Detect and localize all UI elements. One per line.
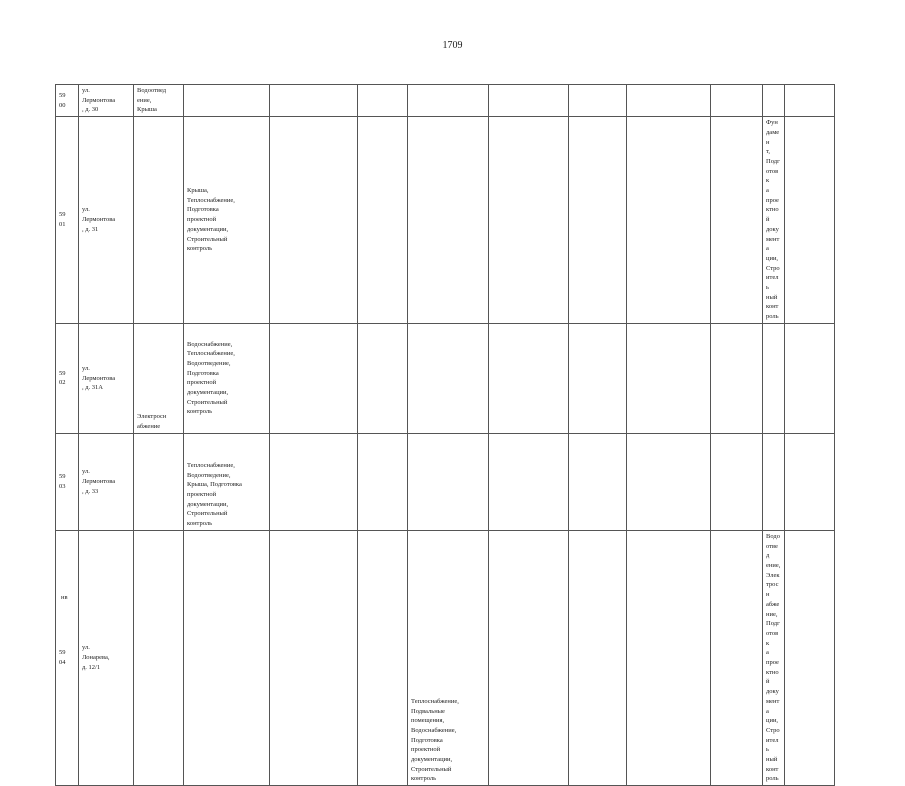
table-cell: [627, 85, 711, 117]
table-cell: [627, 323, 711, 433]
table-cell: [270, 433, 358, 530]
table-cell: [408, 85, 489, 117]
table-cell: [711, 530, 763, 785]
table-cell: Теплоснабжение, Водоотведение, Крыша, Подготовка проектной документации, Строительный контроль: [184, 433, 270, 530]
table-cell: [569, 323, 627, 433]
table-cell: Водоснабжение, Теплоснабжение, Водоотведение, Подготовка проектной документации, Строительный контроль: [184, 323, 270, 433]
table-cell: Водоотвед ение, Крыша: [134, 85, 184, 117]
table-cell: [763, 433, 785, 530]
address-cell: ул. Лермонтова , д. 31: [79, 117, 134, 324]
table-cell: [711, 433, 763, 530]
address-cell: ул. Лермонтова , д. 33: [79, 433, 134, 530]
table-cell: [270, 117, 358, 324]
table-cell: Электросн абжение: [134, 323, 184, 433]
table-cell: [627, 530, 711, 785]
table-cell: [785, 117, 835, 324]
row-number: 59 00: [56, 85, 79, 117]
table-cell: [489, 85, 569, 117]
table-cell: [785, 85, 835, 117]
table-cell: [270, 530, 358, 785]
table-cell: [408, 433, 489, 530]
table-cell: [184, 85, 270, 117]
table-cell: [489, 117, 569, 324]
table-cell: [134, 117, 184, 324]
works-table: [55, 84, 835, 786]
table-cell: Теплоснабжение, Подвальные помещения, Водоснабжение, Подготовка проектной документации, Строительный контроль: [408, 530, 489, 785]
table-cell: [134, 530, 184, 785]
table-cell: [358, 433, 408, 530]
table-cell: [134, 433, 184, 530]
table-row: [56, 433, 835, 530]
table-cell: [785, 323, 835, 433]
row-number: 59 04: [56, 530, 79, 785]
table-cell: [711, 323, 763, 433]
table-cell: [489, 530, 569, 785]
table-row: [56, 117, 835, 324]
table-cell: [489, 433, 569, 530]
table-cell: [627, 433, 711, 530]
table-cell: [627, 117, 711, 324]
table-cell: Фундамен т, Подготовк а проектной документа ции, Строитель ный контроль: [763, 117, 785, 324]
table-cell: [489, 323, 569, 433]
table-cell: [711, 85, 763, 117]
table-cell: [358, 85, 408, 117]
table-cell: [358, 530, 408, 785]
table-cell: [763, 323, 785, 433]
table-cell: [711, 117, 763, 324]
table-row: [56, 323, 835, 433]
table-row: [56, 85, 835, 117]
table-row: [56, 530, 835, 785]
table-cell: [408, 323, 489, 433]
table-cell: [785, 433, 835, 530]
footer-mark: нв: [61, 594, 68, 601]
row-number: 59 01: [56, 117, 79, 324]
table-cell: Водоотвед ение, Электросн абжение, Подготовк а проектной документа ции, Строитель ный контроль: [763, 530, 785, 785]
table-cell: [569, 530, 627, 785]
table-cell: [408, 117, 489, 324]
table-cell: [270, 323, 358, 433]
address-cell: ул. Лонарева, д. 12/1: [79, 530, 134, 785]
table-cell: [569, 433, 627, 530]
address-cell: ул. Лермонтова , д. 31А: [79, 323, 134, 433]
table-cell: [569, 117, 627, 324]
table-cell: Крыша, Теплоснабжение, Подготовка проектной документации, Строительный контроль: [184, 117, 270, 324]
table-cell: [184, 530, 270, 785]
table-cell: [785, 530, 835, 785]
row-number: 59 03: [56, 433, 79, 530]
table-cell: [569, 85, 627, 117]
table-cell: [358, 117, 408, 324]
table-cell: [358, 323, 408, 433]
row-number: 59 02: [56, 323, 79, 433]
table-cell: [763, 85, 785, 117]
table-cell: [270, 85, 358, 117]
address-cell: ул. Лермонтова , д. 30: [79, 85, 134, 117]
page-number: 1709: [442, 40, 463, 51]
